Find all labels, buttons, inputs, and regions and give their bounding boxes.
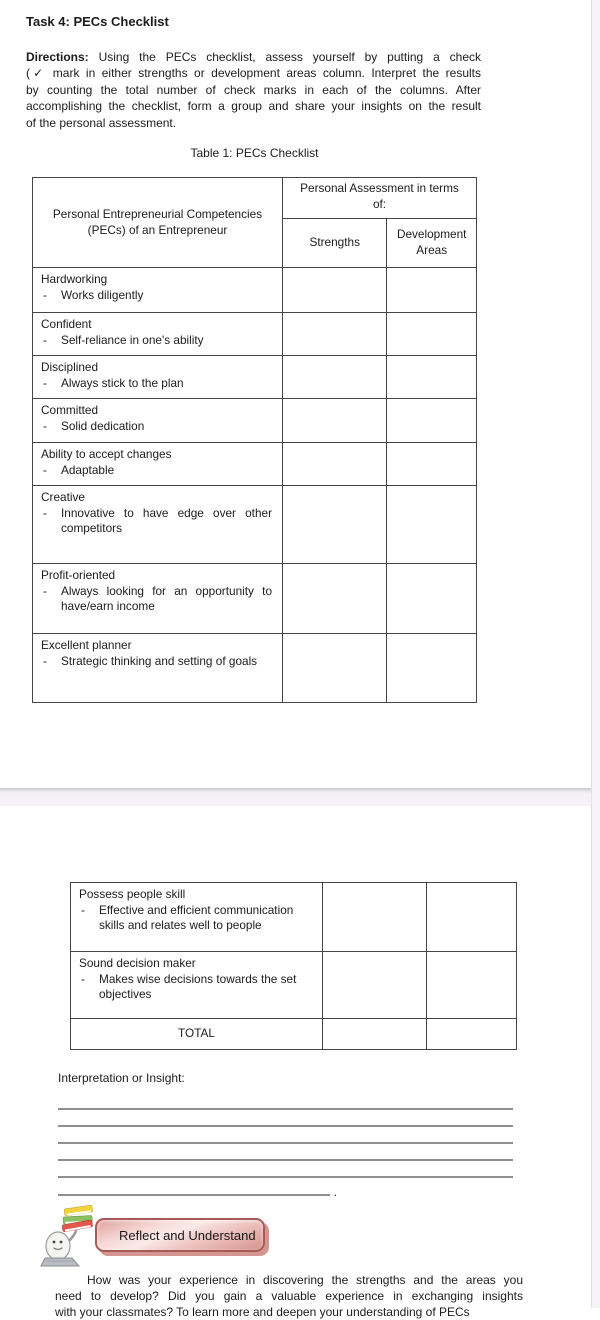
strengths-column-header: Strengths — [309, 235, 360, 250]
write-in-line[interactable] — [58, 1176, 513, 1178]
table-row — [33, 398, 476, 442]
development-column-header: Development Areas — [386, 219, 476, 267]
directions-line: Directions: Using the PECs checklist, assess yourself by putting a check — [26, 50, 481, 64]
competency-description: Works diligently — [61, 287, 144, 302]
development-answer-cell[interactable] — [386, 564, 476, 633]
pecs-checklist-table — [32, 177, 477, 703]
development-answer-cell[interactable] — [386, 268, 476, 312]
bullet-dash: - — [81, 971, 85, 986]
development-answer-cell[interactable] — [386, 399, 476, 442]
table-row — [33, 563, 476, 633]
total-label: TOTAL — [178, 1026, 215, 1041]
competency-description: Self-reliance in one's ability — [61, 332, 204, 347]
bullet-dash: - — [81, 902, 85, 917]
table-header — [33, 178, 476, 267]
bullet-dash: - — [43, 653, 47, 668]
strengths-answer-cell[interactable] — [282, 634, 386, 702]
development-total-cell[interactable] — [426, 1019, 516, 1049]
table-row — [33, 355, 476, 398]
directions-line: accomplishing the checklist, form a group and share your insights on the result — [26, 99, 481, 114]
development-answer-cell[interactable] — [386, 313, 476, 355]
directions-line: (✓ mark in either strengths or development areas column. Interpret the results — [26, 66, 481, 81]
reflect-banner-label: Reflect and Understand — [119, 1227, 256, 1243]
pecs-checklist-table-continued — [70, 882, 517, 1050]
strengths-total-cell[interactable] — [322, 1019, 426, 1049]
table-row — [33, 267, 476, 312]
task-title: Task 4: PECs Checklist — [26, 14, 169, 29]
competency-description: Innovative to have edge over other competitors — [61, 505, 272, 536]
competency-description: Makes wise decisions towards the set objectives — [99, 971, 297, 1002]
competency-title: Ability to accept changes — [41, 447, 172, 461]
competency-title: Creative — [41, 490, 85, 504]
bullet-dash: - — [43, 332, 47, 347]
write-in-line[interactable] — [58, 1125, 513, 1127]
bullet-dash: - — [43, 287, 47, 302]
write-in-line[interactable] — [58, 1185, 337, 1199]
development-answer-cell[interactable] — [426, 952, 516, 1018]
competency-title: Disciplined — [41, 360, 99, 374]
strengths-answer-cell[interactable] — [282, 356, 386, 398]
competency-description: Solid dedication — [61, 418, 145, 433]
bullet-dash: - — [43, 418, 47, 433]
table-row — [33, 442, 476, 485]
directions-line: of the personal assessment. — [26, 115, 177, 130]
competency-title: Sound decision maker — [79, 956, 196, 970]
directions-paragraph — [26, 49, 481, 131]
strengths-answer-cell[interactable] — [282, 313, 386, 355]
competency-title: Possess people skill — [79, 887, 186, 901]
competency-description: Effective and efficient communication skills and relates well to people — [99, 902, 294, 933]
competency-description: Adaptable — [61, 462, 115, 477]
table-row — [71, 951, 516, 1018]
development-answer-cell[interactable] — [386, 356, 476, 398]
strengths-answer-cell[interactable] — [282, 443, 386, 485]
page-edge-strip — [591, 0, 600, 1308]
assessment-group-header: Personal Assessment in terms of: — [283, 178, 476, 219]
competencies-column-header: Personal Entrepreneurial Competencies (PECs) of an Entrepreneur — [52, 206, 263, 237]
total-row — [71, 1018, 516, 1049]
competency-title: Confident — [41, 317, 92, 331]
strengths-answer-cell[interactable] — [322, 883, 426, 951]
development-answer-cell[interactable] — [426, 883, 516, 951]
reflect-and-understand-banner — [95, 1218, 265, 1252]
closing-line: need to develop? Did you gain a valuable experience in exchanging insights — [55, 1289, 523, 1303]
write-in-line[interactable] — [58, 1159, 513, 1161]
closing-paragraph — [55, 1272, 523, 1320]
strengths-answer-cell[interactable] — [322, 952, 426, 1018]
strengths-answer-cell[interactable] — [282, 486, 386, 563]
closing-line: How was your experience in discovering the strengths and the areas you — [87, 1273, 523, 1287]
competency-description: Always looking for an opportunity to have/earn income — [61, 583, 272, 614]
competency-title: Committed — [41, 403, 99, 417]
bullet-dash: - — [43, 375, 47, 390]
competency-title: Hardworking — [41, 272, 108, 286]
write-in-line[interactable] — [58, 1142, 513, 1144]
table-caption: Table 1: PECs Checklist — [190, 146, 319, 160]
table-row — [71, 883, 516, 951]
directions-line: by counting the total number of check marks in each of the columns. After — [26, 82, 481, 97]
strengths-answer-cell[interactable] — [282, 399, 386, 442]
strengths-answer-cell[interactable] — [282, 268, 386, 312]
bullet-dash: - — [43, 505, 47, 520]
write-in-line[interactable] — [58, 1108, 513, 1110]
development-answer-cell[interactable] — [386, 486, 476, 563]
strengths-answer-cell[interactable] — [282, 564, 386, 633]
table-row — [33, 633, 476, 702]
table-row — [33, 485, 476, 563]
competency-description: Strategic thinking and setting of goals — [61, 653, 258, 668]
bullet-dash: - — [43, 462, 47, 477]
competency-title: Profit-oriented — [41, 568, 116, 582]
directions-label: Directions: — [26, 50, 89, 64]
competency-description: Always stick to the plan — [61, 375, 184, 390]
closing-line: with your classmates? To learn more and deepen your understanding of PECs — [55, 1305, 470, 1319]
table-row — [33, 312, 476, 355]
competency-title: Excellent planner — [41, 638, 132, 652]
trailing-period: . — [333, 1185, 337, 1199]
development-answer-cell[interactable] — [386, 634, 476, 702]
page-break-gap — [0, 788, 600, 806]
bullet-dash: - — [43, 583, 47, 598]
development-answer-cell[interactable] — [386, 443, 476, 485]
books-and-laptop-character-icon — [40, 1206, 98, 1268]
interpretation-label: Interpretation or Insight: — [58, 1071, 185, 1085]
